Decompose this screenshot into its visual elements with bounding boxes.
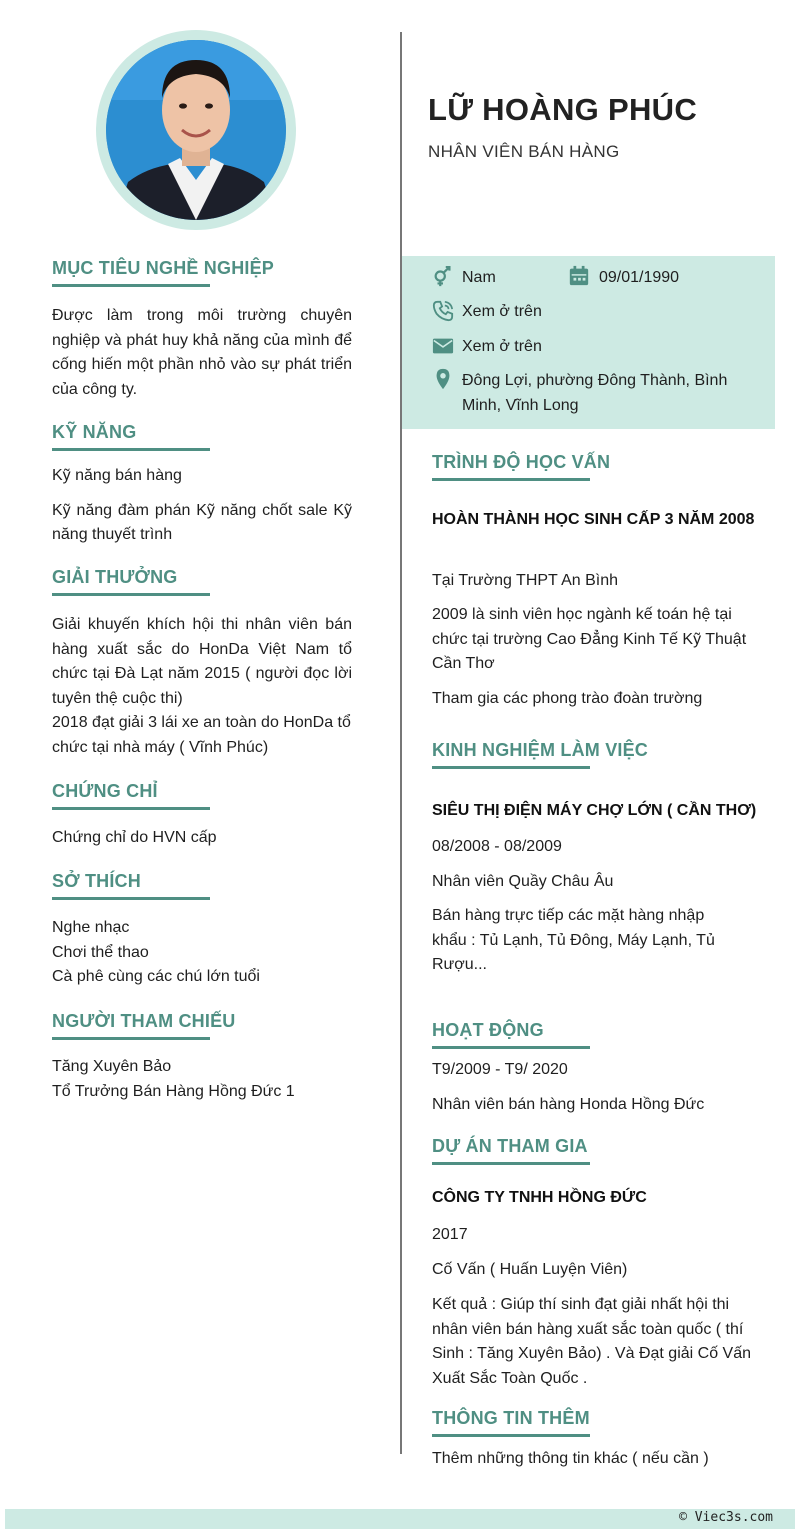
experience-description: Bán hàng trực tiếp các mặt hàng nhập khẩu : Tủ Lạnh, Tủ Đông, Máy Lạnh, Tủ Rượu... bbox=[432, 907, 715, 973]
award-item: 2018 đạt giải 3 lái xe an toàn do HonDa tổ chức tại nhà máy ( Vĩnh Phúc) bbox=[52, 714, 351, 756]
section-underline bbox=[432, 1434, 590, 1437]
phone-icon bbox=[432, 300, 454, 322]
avatar-photo bbox=[106, 40, 286, 220]
additional-text: Thêm những thông tin khác ( nếu cần ) bbox=[432, 1450, 709, 1467]
gender-icon bbox=[432, 266, 454, 288]
gender-value: Nam bbox=[462, 269, 496, 286]
reference-name: Tăng Xuyên Bảo bbox=[52, 1058, 172, 1075]
footer-bar bbox=[5, 1509, 795, 1529]
references-section bbox=[52, 1011, 352, 1104]
education-detail: 2009 là sinh viên học ngành kế toán hệ tại chức tại trường Cao Đẳng Kinh Tế Kỹ Thuật Cần Thơ bbox=[432, 606, 747, 672]
experience-title: KINH NGHIỆM LÀM VIỆC bbox=[432, 740, 649, 760]
certificate-item: Chứng chỉ do HVN cấp bbox=[52, 829, 217, 846]
objective-title: MỤC TIÊU NGHỀ NGHIỆP bbox=[52, 258, 275, 278]
additional-section-header bbox=[432, 1408, 590, 1437]
section-underline bbox=[52, 593, 210, 596]
email-icon bbox=[432, 335, 454, 357]
skill-item: Kỹ năng đàm phán Kỹ năng chốt sale Kỹ năng thuyết trình bbox=[52, 501, 352, 543]
award-item: Giải khuyến khích hội thi nhân viên bán hàng xuất sắc do HonDa Việt Nam tổ chức tại Đà Lạt năm 2015 ( người đọc lời tuyên thệ cuộc thi) bbox=[52, 616, 352, 707]
address-value: Đông Lợi, phường Đông Thành, Bình Minh, Vĩnh Long bbox=[462, 372, 728, 414]
calendar-icon bbox=[568, 265, 590, 287]
footer-copyright: © Viec3s.com bbox=[679, 1510, 773, 1525]
experience-position: Nhân viên Quầy Châu Âu bbox=[432, 873, 614, 890]
project-year: 2017 bbox=[432, 1226, 468, 1243]
contact-box bbox=[402, 256, 775, 429]
candidate-job-title: NHÂN VIÊN BÁN HÀNG bbox=[428, 142, 620, 161]
education-heading: HOÀN THÀNH HỌC SINH CẤP 3 NĂM 2008 bbox=[432, 511, 755, 528]
section-underline bbox=[52, 807, 210, 810]
activities-role: Nhân viên bán hàng Honda Hồng Đức bbox=[432, 1096, 705, 1113]
hobbies-title: SỞ THÍCH bbox=[52, 871, 141, 891]
additional-title: THÔNG TIN THÊM bbox=[432, 1408, 590, 1428]
candidate-name: LỮ HOÀNG PHÚC bbox=[428, 92, 698, 127]
awards-title: GIẢI THƯỞNG bbox=[52, 567, 178, 587]
column-divider bbox=[400, 32, 402, 1454]
awards-section bbox=[52, 567, 352, 760]
objective-section bbox=[52, 258, 352, 402]
activities-period: T9/2009 - T9/ 2020 bbox=[432, 1061, 568, 1078]
projects-section-header bbox=[432, 1136, 590, 1165]
reference-position: Tổ Trưởng Bán Hàng Hồng Đức 1 bbox=[52, 1082, 295, 1100]
section-underline bbox=[52, 1037, 210, 1040]
activities-section-header bbox=[432, 1020, 590, 1049]
section-underline bbox=[432, 1046, 590, 1049]
activities-title: HOẠT ĐỘNG bbox=[432, 1020, 544, 1040]
education-activity: Tham gia các phong trào đoàn trường bbox=[432, 690, 703, 707]
experience-period: 08/2008 - 08/2009 bbox=[432, 838, 562, 855]
section-underline bbox=[52, 897, 210, 900]
section-underline bbox=[432, 478, 590, 481]
skill-item: Kỹ năng bán hàng bbox=[52, 467, 182, 484]
section-underline bbox=[52, 448, 210, 451]
section-underline bbox=[432, 1162, 590, 1165]
hobbies-section bbox=[52, 871, 352, 990]
hobby-item: Cà phê cùng các chú lớn tuổi bbox=[52, 968, 260, 985]
birthdate-value: 09/01/1990 bbox=[599, 269, 680, 286]
education-section-header bbox=[432, 452, 610, 481]
certificates-title: CHỨNG CHỈ bbox=[52, 781, 158, 801]
certificates-section bbox=[52, 781, 352, 851]
phone-value: Xem ở trên bbox=[462, 303, 542, 320]
experience-company: SIÊU THỊ ĐIỆN MÁY CHỢ LỚN ( CẦN THƠ) bbox=[432, 802, 757, 819]
section-underline bbox=[52, 284, 210, 287]
hobby-item: Nghe nhạc bbox=[52, 919, 130, 936]
location-icon bbox=[432, 368, 454, 390]
project-company: CÔNG TY TNHH HỒNG ĐỨC bbox=[432, 1189, 647, 1206]
avatar bbox=[106, 40, 286, 220]
project-role: Cố Vấn ( Huấn Luyện Viên) bbox=[432, 1261, 628, 1278]
skills-title: KỸ NĂNG bbox=[52, 422, 137, 442]
education-title: TRÌNH ĐỘ HỌC VẤN bbox=[432, 452, 611, 472]
projects-title: DỰ ÁN THAM GIA bbox=[432, 1136, 588, 1156]
section-underline bbox=[432, 766, 590, 769]
references-title: NGƯỜI THAM CHIẾU bbox=[52, 1011, 236, 1031]
email-value: Xem ở trên bbox=[462, 338, 542, 355]
objective-text: Được làm trong môi trường chuyên nghiệp và phát huy khả năng của mình để cống hiến một phần nhỏ vào sự phát triển của công ty. bbox=[52, 307, 352, 398]
experience-section-header bbox=[432, 740, 648, 769]
hobby-item: Chơi thể thao bbox=[52, 943, 149, 961]
skills-section bbox=[52, 422, 352, 548]
project-result: Kết quả : Giúp thí sinh đạt giải nhất hội thi nhân viên bán hàng xuất sắc toàn quốc ( thí Sinh : Tăng Xuyên Bảo) . Và Đạt giải Cố Vấn Xuất Sắc Toàn Quốc . bbox=[432, 1296, 752, 1387]
education-school: Tại Trường THPT An Bình bbox=[432, 572, 619, 589]
